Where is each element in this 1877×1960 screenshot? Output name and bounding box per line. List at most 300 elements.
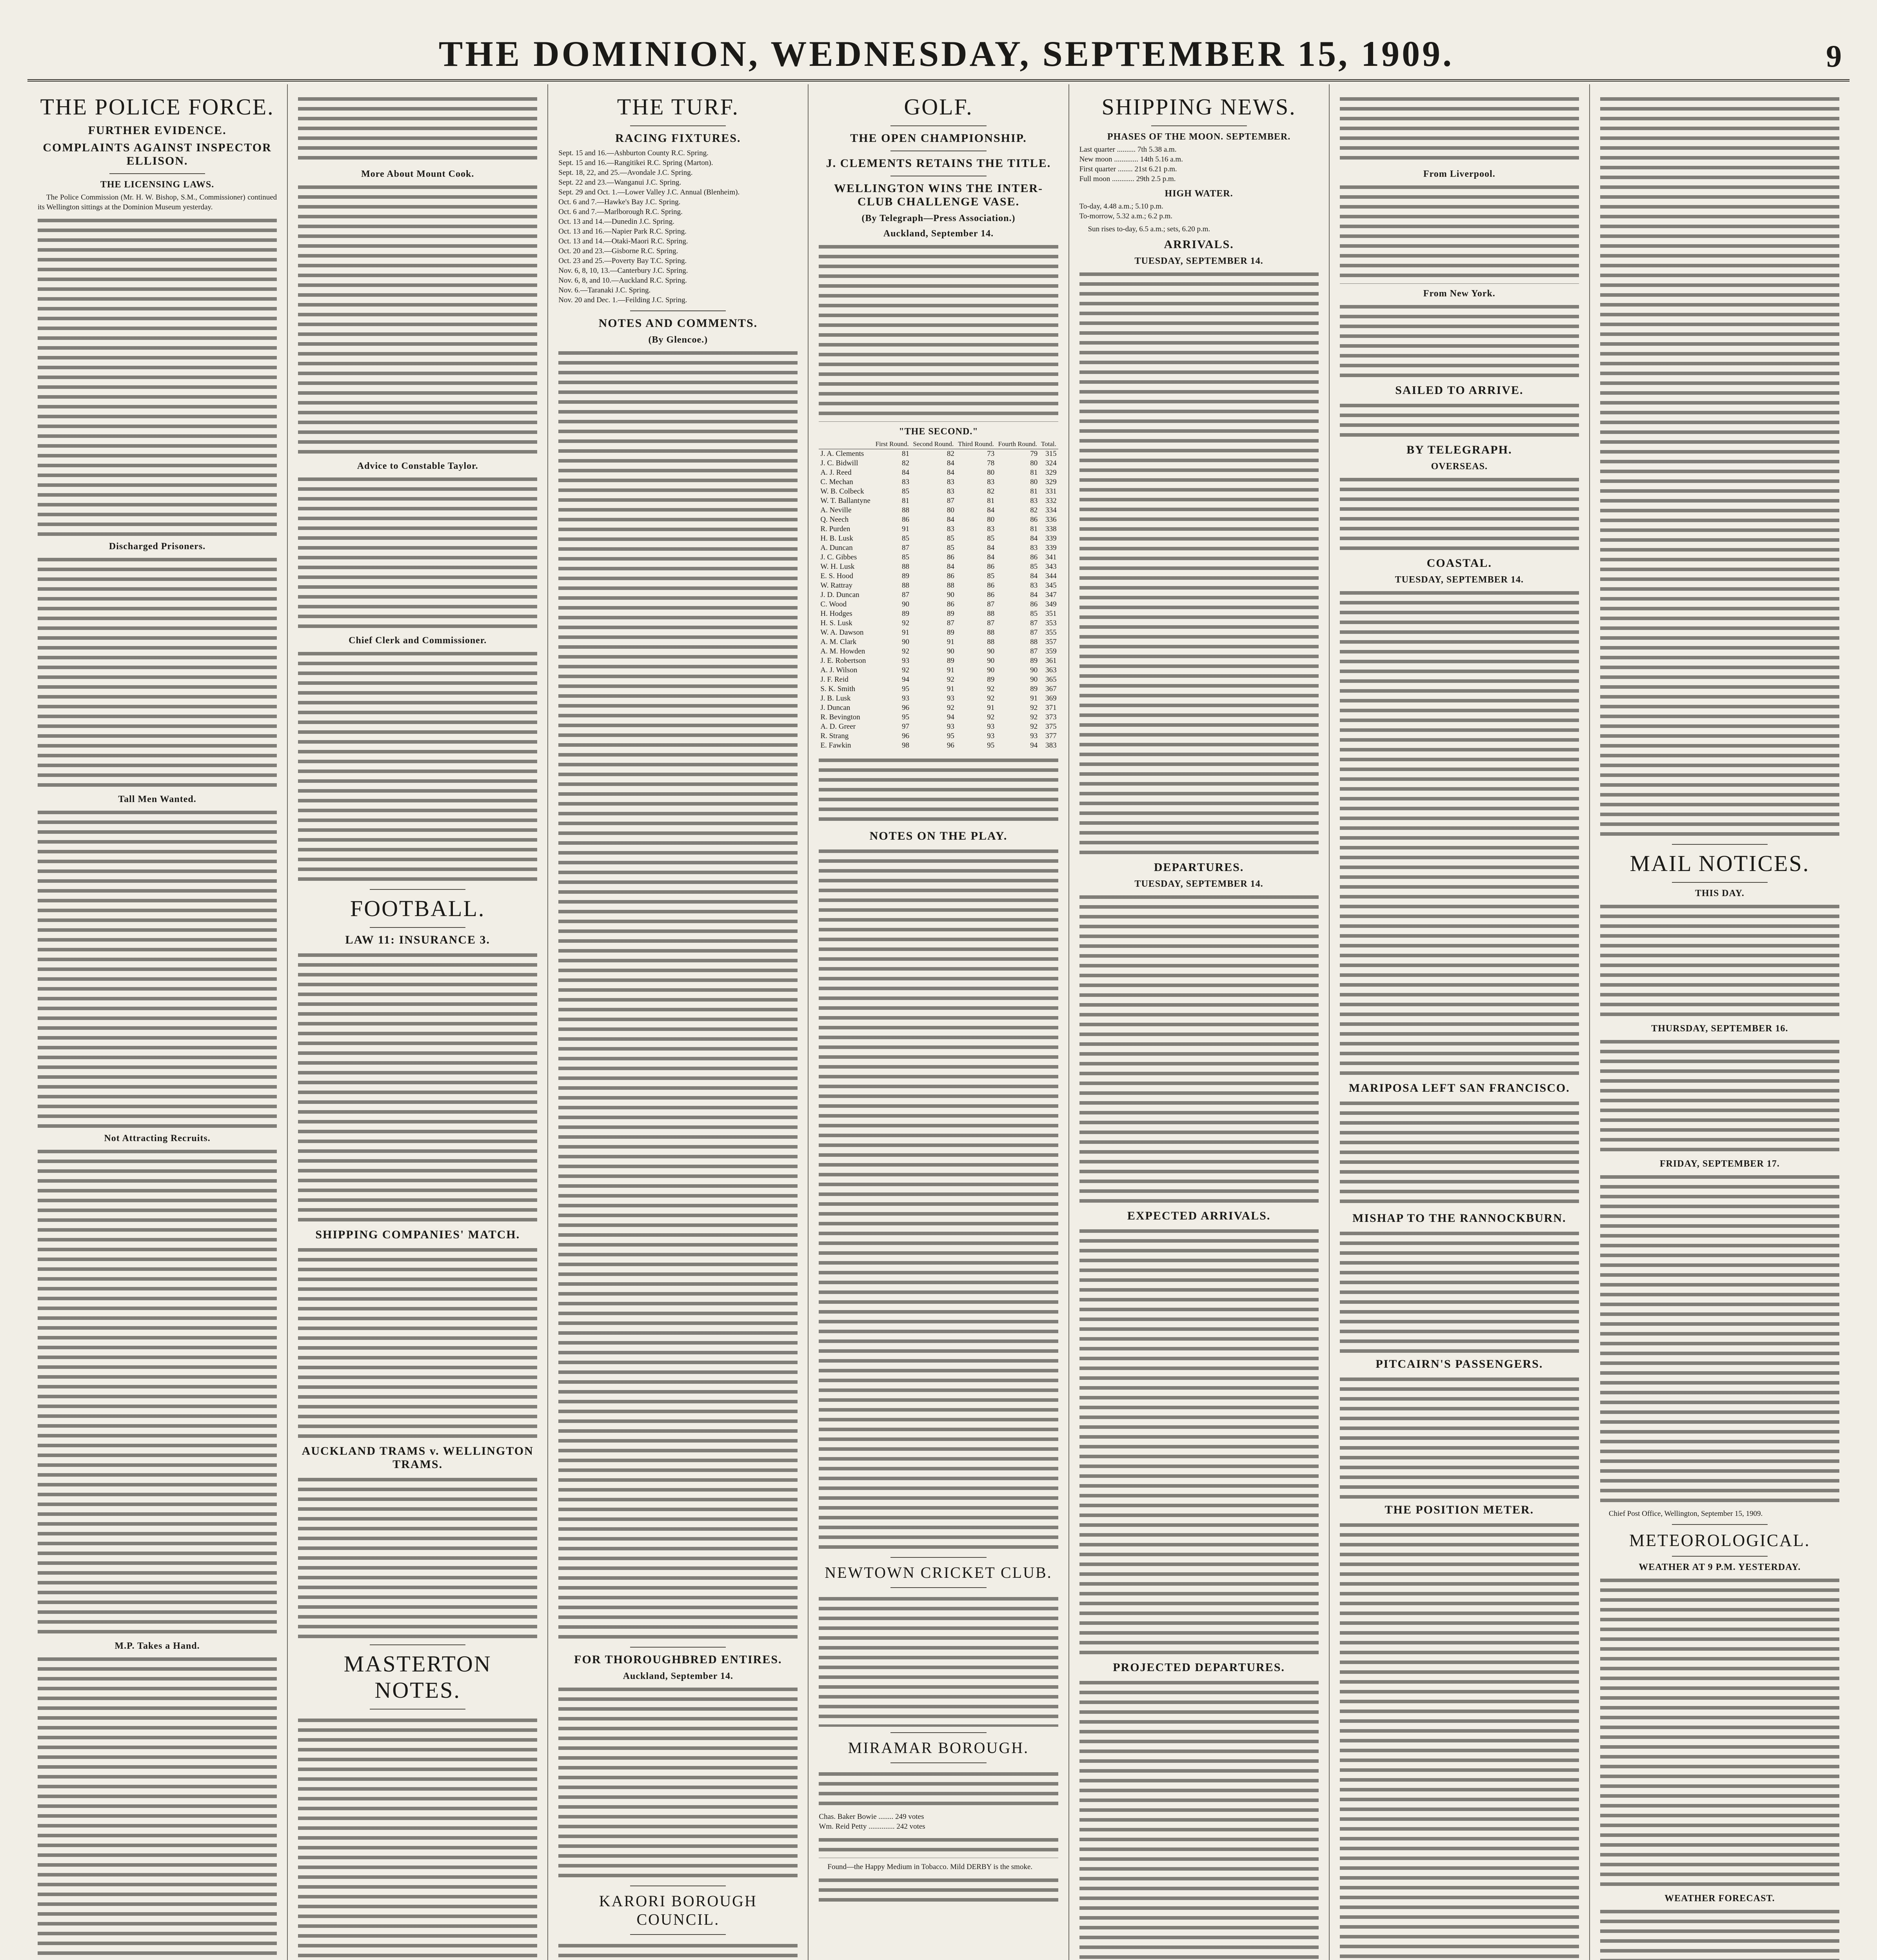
score-cell: 93 <box>901 657 909 665</box>
player-name-cell: S. K. Smith <box>820 685 856 693</box>
player-name-cell: J. C. Gibbes <box>820 553 857 561</box>
player-name-cell: J. C. Bidwill <box>820 459 858 467</box>
score-cell: 85 <box>901 553 909 561</box>
divider <box>370 1709 465 1710</box>
list-item: Nov. 20 and Dec. 1.—Feilding J.C. Spring. <box>558 296 687 304</box>
met-forecast: WEATHER FORECAST. <box>1664 1893 1775 1904</box>
score-cell: 94 <box>1030 741 1038 750</box>
list-item: Chas. Baker Bowie ........ 249 votes <box>819 1813 924 1821</box>
table-header <box>819 439 873 449</box>
article-text-block <box>38 554 277 789</box>
score-cell: 84 <box>987 506 995 514</box>
table-row <box>819 496 1058 506</box>
table-row <box>819 637 1058 647</box>
list-item: Sept. 18, 22, and 25.—Avondale J.C. Spring. <box>558 169 693 177</box>
shipping-coastal: COASTAL. <box>1426 557 1492 570</box>
score-cell: 88 <box>901 581 909 590</box>
player-name-cell: W. A. Dawson <box>820 628 864 637</box>
score-cell: 89 <box>947 610 954 618</box>
list-item: New moon ............. 14th 5.16 a.m. <box>1079 155 1183 163</box>
list-item: To-morrow, 5.32 a.m.; 6.2 p.m. <box>1079 212 1173 220</box>
player-name-cell: A. J. Wilson <box>820 666 858 674</box>
score-cell: 85 <box>1030 563 1038 571</box>
list-item: Wm. Reid Petty .............. 242 votes <box>819 1822 925 1831</box>
shipping-position-meter: THE POSITION METER. <box>1385 1503 1534 1516</box>
article-text-block <box>819 846 1058 1552</box>
list-item: Oct. 6 and 7.—Hawke's Bay J.C. Spring. <box>558 198 681 206</box>
score-cell: 86 <box>947 553 954 561</box>
divider <box>1672 882 1768 883</box>
score-cell: 90 <box>901 638 909 646</box>
columns <box>27 84 1850 1960</box>
score-cell: 82 <box>987 487 995 495</box>
score-cell: 83 <box>1030 544 1038 552</box>
shipping-from-liverpool: From Liverpool. <box>1423 169 1495 179</box>
score-cell: 93 <box>1030 732 1038 740</box>
table-row <box>819 515 1058 524</box>
article-text-block <box>819 755 1058 826</box>
article-text-block <box>1079 269 1319 857</box>
score-cell: 332 <box>1045 497 1057 505</box>
score-cell: 81 <box>901 450 909 458</box>
player-name-cell: A. Duncan <box>820 544 853 552</box>
score-cell: 90 <box>987 666 995 674</box>
football-sub-shipping: SHIPPING COMPANIES' MATCH. <box>315 1228 520 1241</box>
score-cell: 90 <box>901 600 909 608</box>
score-cell: 88 <box>987 610 995 618</box>
score-cell: 92 <box>987 694 995 702</box>
score-cell: 383 <box>1045 741 1057 750</box>
score-cell: 80 <box>947 506 954 514</box>
table-row <box>819 666 1058 675</box>
column-shipping <box>1069 84 1330 1960</box>
score-cell: 90 <box>947 591 954 599</box>
list-item: Sept. 15 and 16.—Rangitikei R.C. Spring (Marton). <box>558 159 713 167</box>
table-header: First Round. <box>873 439 911 449</box>
football-sub-law: LAW 11: INSURANCE 3. <box>345 933 490 946</box>
table-row <box>819 543 1058 553</box>
karori-heading: KARORI BOROUGH COUNCIL. <box>599 1892 757 1928</box>
score-cell: 98 <box>901 741 909 750</box>
column-shipping-continued <box>1330 84 1590 1960</box>
score-cell: 91 <box>987 704 995 712</box>
score-cell: 89 <box>947 657 954 665</box>
score-cell: 85 <box>987 572 995 580</box>
police-minor-prisoners: Discharged Prisoners. <box>109 541 206 552</box>
score-cell: 89 <box>947 628 954 637</box>
divider <box>1672 844 1768 845</box>
score-cell: 84 <box>1030 591 1038 599</box>
list-item: Oct. 6 and 7.—Marlborough R.C. Spring. <box>558 208 683 216</box>
score-cell: 82 <box>947 450 954 458</box>
article-text-block <box>1340 1098 1579 1208</box>
divider <box>109 173 205 174</box>
divider <box>370 927 465 928</box>
score-cell: 81 <box>901 497 909 505</box>
score-cell: 92 <box>947 704 954 712</box>
score-cell: 88 <box>901 563 909 571</box>
divider <box>370 889 465 890</box>
score-cell: 343 <box>1045 563 1057 571</box>
list-item: Nov. 6, 8, 10, 13.—Canterbury J.C. Spring. <box>558 267 688 275</box>
score-cell: 83 <box>947 487 954 495</box>
score-cell: 334 <box>1045 506 1057 514</box>
shipping-arrivals: ARRIVALS. <box>1164 238 1234 251</box>
score-cell: 91 <box>947 666 954 674</box>
shipping-heading: SHIPPING NEWS. <box>1101 94 1296 120</box>
police-subheading-complaints: COMPLAINTS AGAINST INSPECTOR ELLISON. <box>43 141 272 167</box>
divider <box>1672 1556 1768 1557</box>
player-name-cell: C. Wood <box>820 600 847 608</box>
score-cell: 92 <box>1030 704 1038 712</box>
score-cell: 87 <box>901 544 909 552</box>
score-cell: 93 <box>947 694 954 702</box>
score-cell: 84 <box>947 563 954 571</box>
score-cell: 80 <box>987 515 995 524</box>
player-name-cell: Q. Neech <box>820 515 849 524</box>
football-heading: FOOTBALL. <box>350 896 485 921</box>
score-cell: 89 <box>1030 685 1038 693</box>
score-cell: 86 <box>987 563 995 571</box>
score-cell: 338 <box>1045 525 1057 533</box>
column-mail-weather <box>1590 84 1850 1960</box>
score-cell: 95 <box>947 732 954 740</box>
list-item: Nov. 6.—Taranaki J.C. Spring. <box>558 286 651 294</box>
police2-minor-advice: Advice to Constable Taylor. <box>357 461 478 471</box>
article-text-block <box>1340 1520 1579 1960</box>
turf-dateline: Auckland, September 14. <box>623 1671 733 1681</box>
shipping-departures: DEPARTURES. <box>1154 861 1244 874</box>
derby-ad-text: Found—the Happy Medium in Tobacco. Mild DERBY is the smoke. <box>827 1863 1033 1871</box>
table-row <box>819 609 1058 619</box>
player-name-cell: R. Purden <box>820 525 850 533</box>
list-item: Oct. 23 and 25.—Poverty Bay T.C. Spring. <box>558 257 687 265</box>
golf-press: (By Telegraph—Press Association.) <box>861 213 1016 223</box>
player-name-cell: H. B. Lusk <box>820 534 853 543</box>
score-cell: 92 <box>947 675 954 684</box>
list-item: Oct. 20 and 23.—Gisborne R.C. Spring. <box>558 247 678 255</box>
score-cell: 344 <box>1045 572 1057 580</box>
score-cell: 78 <box>987 459 995 467</box>
score-cell: 353 <box>1045 619 1057 627</box>
score-cell: 80 <box>1030 459 1038 467</box>
list-item: Oct. 13 and 14.—Otaki-Maori R.C. Spring. <box>558 237 688 245</box>
list-item: Sept. 15 and 16.—Ashburton County R.C. Spring. <box>558 149 709 157</box>
score-cell: 83 <box>987 525 995 533</box>
table-row <box>819 694 1058 703</box>
table-row <box>819 553 1058 562</box>
shipping-expected: EXPECTED ARRIVALS. <box>1127 1209 1271 1222</box>
shipping-from-new-york: From New York. <box>1423 289 1495 299</box>
score-cell: 89 <box>987 675 995 684</box>
score-cell: 90 <box>1030 675 1038 684</box>
score-cell: 94 <box>901 675 909 684</box>
score-cell: 84 <box>1030 534 1038 543</box>
golf-table-title: "THE SECOND." <box>899 426 978 437</box>
player-name-cell: R. Strang <box>820 732 849 740</box>
score-cell: 84 <box>947 515 954 524</box>
score-cell: 90 <box>987 647 995 655</box>
score-cell: 86 <box>1030 515 1038 524</box>
police2-minor-chief-clerk: Chief Clerk and Commissioner. <box>349 635 487 646</box>
score-cell: 324 <box>1045 459 1057 467</box>
shipping-departures-date: TUESDAY, SEPTEMBER 14. <box>1134 879 1263 889</box>
score-cell: 93 <box>947 722 954 731</box>
score-cell: 87 <box>901 591 909 599</box>
police2-minor-mount-cook: More About Mount Cook. <box>361 169 474 179</box>
table-header: Fourth Round. <box>996 439 1039 449</box>
score-cell: 375 <box>1045 722 1057 731</box>
player-name-cell: W. Rattray <box>820 581 853 590</box>
police-minor-recruits: Not Attracting Recruits. <box>104 1133 211 1143</box>
player-name-cell: A. J. Reed <box>820 468 852 477</box>
score-cell: 96 <box>901 732 909 740</box>
score-cell: 87 <box>947 619 954 627</box>
player-name-cell: A. D. Greer <box>820 722 856 731</box>
player-name-cell: A. M. Howden <box>820 647 865 655</box>
high-water-title: HIGH WATER. <box>1165 189 1233 199</box>
miramar-heading: MIRAMAR BOROUGH. <box>848 1739 1029 1757</box>
article-text-block <box>298 1245 537 1441</box>
player-name-cell: J. E. Robertson <box>820 657 866 665</box>
score-cell: 341 <box>1045 553 1057 561</box>
score-cell: 88 <box>1030 638 1038 646</box>
table-row <box>819 656 1058 666</box>
score-cell: 73 <box>987 450 995 458</box>
table-row <box>819 684 1058 694</box>
score-cell: 367 <box>1045 685 1057 693</box>
score-cell: 82 <box>901 459 909 467</box>
shipping-coastal-date: TUESDAY, SEPTEMBER 14. <box>1395 575 1524 585</box>
article-text-block <box>298 1715 537 1960</box>
table-row <box>819 619 1058 628</box>
score-cell: 85 <box>1030 610 1038 618</box>
table-header: Second Round. <box>911 439 956 449</box>
score-cell: 92 <box>1030 713 1038 721</box>
score-cell: 91 <box>1030 694 1038 702</box>
article-text-block <box>298 474 537 631</box>
score-cell: 89 <box>901 572 909 580</box>
player-name-cell: W. T. Ballantyne <box>820 497 870 505</box>
score-cell: 85 <box>901 487 909 495</box>
shipping-mariposa: MARIPOSA LEFT SAN FRANCISCO. <box>1348 1082 1570 1094</box>
table-row <box>819 703 1058 713</box>
column-turf <box>548 84 809 1960</box>
table-row <box>819 449 1058 459</box>
score-cell: 85 <box>947 534 954 543</box>
article-text-block <box>298 648 537 884</box>
table-row <box>819 534 1058 543</box>
score-cell: 84 <box>947 468 954 477</box>
article-text-block <box>38 807 277 1129</box>
article-text-block <box>1600 1172 1839 1505</box>
score-cell: 93 <box>987 722 995 731</box>
table-row <box>819 506 1058 515</box>
score-cell: 89 <box>901 610 909 618</box>
score-cell: 80 <box>1030 478 1038 486</box>
police-paragraph: The Police Commission (Mr. H. W. Bishop, S.M., Commissioner) continued its Wellington sittings at the Dominion Museum yesterday. <box>38 193 277 211</box>
list-item: Full moon ............ 29th 2.5 p.m. <box>1079 175 1176 183</box>
score-cell: 83 <box>987 478 995 486</box>
moon-phases <box>1079 145 1319 184</box>
list-item: First quarter ........ 21st 6.21 p.m. <box>1079 165 1177 173</box>
score-cell: 92 <box>987 685 995 693</box>
mail-friday: FRIDAY, SEPTEMBER 17. <box>1659 1159 1780 1169</box>
score-cell: 88 <box>987 628 995 637</box>
golf-heading: GOLF. <box>904 94 973 120</box>
score-cell: 96 <box>901 704 909 712</box>
divider <box>890 125 986 126</box>
police-minor-mp: M.P. Takes a Hand. <box>114 1641 200 1651</box>
score-cell: 92 <box>1030 722 1038 731</box>
list-item: Oct. 13 and 14.—Dunedin J.C. Spring. <box>558 218 674 226</box>
score-cell: 329 <box>1045 468 1057 477</box>
score-cell: 349 <box>1045 600 1057 608</box>
list-item: Oct. 13 and 16.—Napier Park R.C. Spring. <box>558 227 687 236</box>
article-text-block <box>1079 1226 1319 1657</box>
score-cell: 96 <box>947 741 954 750</box>
election-results <box>819 1812 1058 1831</box>
score-cell: 339 <box>1045 544 1057 552</box>
table-row <box>819 600 1058 609</box>
table-row <box>819 468 1058 477</box>
score-cell: 81 <box>1030 468 1038 477</box>
score-cell: 87 <box>987 600 995 608</box>
divider <box>630 310 726 311</box>
article-text-block <box>819 1769 1058 1808</box>
player-name-cell: W. H. Lusk <box>820 563 855 571</box>
score-cell: 83 <box>1030 581 1038 590</box>
score-cell: 83 <box>901 478 909 486</box>
football-sub-trams: AUCKLAND TRAMS v. WELLINGTON TRAMS. <box>302 1445 534 1471</box>
mail-thursday: THURSDAY, SEPTEMBER 16. <box>1651 1024 1788 1034</box>
score-cell: 90 <box>947 647 954 655</box>
article-text-block <box>1340 400 1579 439</box>
column-police-football <box>288 84 548 1960</box>
score-cell: 329 <box>1045 478 1057 486</box>
turf-sub-entires: FOR THOROUGHBRED ENTIRES. <box>574 1653 782 1666</box>
column-golf <box>809 84 1069 1960</box>
shipping-arrivals-date: TUESDAY, SEPTEMBER 14. <box>1134 256 1263 266</box>
masthead <box>27 24 1850 82</box>
score-cell: 373 <box>1045 713 1057 721</box>
table-row <box>819 477 1058 487</box>
score-cell: 84 <box>901 468 909 477</box>
score-cell: 361 <box>1045 657 1057 665</box>
score-cell: 357 <box>1045 638 1057 646</box>
article-text-block <box>819 1875 1058 1906</box>
table-header-row <box>819 439 1058 449</box>
table-row <box>819 562 1058 572</box>
article-text-block <box>1340 182 1579 284</box>
score-cell: 345 <box>1045 581 1057 590</box>
score-cell: 86 <box>901 515 909 524</box>
page-number: 9 <box>1826 39 1842 74</box>
table-row <box>819 572 1058 581</box>
score-cell: 85 <box>901 534 909 543</box>
score-cell: 86 <box>1030 553 1038 561</box>
score-cell: 347 <box>1045 591 1057 599</box>
score-cell: 86 <box>1030 600 1038 608</box>
score-cell: 87 <box>1030 619 1038 627</box>
shipping-sailed: SAILED TO ARRIVE. <box>1395 384 1524 397</box>
score-cell: 86 <box>987 591 995 599</box>
shipping-projected: PROJECTED DEPARTURES. <box>1113 1661 1285 1674</box>
score-cell: 97 <box>901 722 909 731</box>
divider <box>1672 1524 1768 1525</box>
article-text-block <box>38 1654 277 1960</box>
article-text-block <box>1340 301 1579 380</box>
golf-scores-table <box>819 439 1058 750</box>
player-name-cell: A. Neville <box>820 506 852 514</box>
turf-byline: (By Glencoe.) <box>648 335 708 345</box>
player-name-cell: E. S. Hood <box>820 572 853 580</box>
article-text-block <box>1340 94 1579 164</box>
article-text-block <box>38 1146 277 1636</box>
score-cell: 83 <box>1030 497 1038 505</box>
score-cell: 93 <box>987 732 995 740</box>
article-text-block <box>298 1474 537 1639</box>
divider <box>890 1762 986 1763</box>
article-text-block <box>298 94 537 164</box>
score-cell: 86 <box>947 600 954 608</box>
divider <box>630 1647 726 1648</box>
article-text-block <box>1340 588 1579 1078</box>
met-weather: WEATHER AT 9 P.M. YESTERDAY. <box>1639 1562 1801 1572</box>
article-text-block <box>1340 1374 1579 1499</box>
divider <box>890 1732 986 1733</box>
player-name-cell: J. A. Clements <box>820 450 864 458</box>
turf-heading: THE TURF. <box>617 94 739 120</box>
article-text-block <box>1600 1036 1839 1154</box>
met-heading: METEOROLOGICAL. <box>1629 1531 1810 1550</box>
racing-fixtures-list <box>558 148 798 305</box>
score-cell: 90 <box>987 657 995 665</box>
masterton-heading: MASTERTON NOTES. <box>343 1651 492 1703</box>
score-cell: 89 <box>1030 657 1038 665</box>
divider <box>1151 125 1247 126</box>
score-cell: 85 <box>947 544 954 552</box>
player-name-cell: A. M. Clark <box>820 638 857 646</box>
score-cell: 84 <box>1030 572 1038 580</box>
player-name-cell: J. Duncan <box>820 704 850 712</box>
score-cell: 86 <box>987 581 995 590</box>
score-cell: 91 <box>947 638 954 646</box>
score-cell: 92 <box>987 713 995 721</box>
moon-title: PHASES OF THE MOON. SEPTEMBER. <box>1107 132 1291 142</box>
table-row <box>819 731 1058 741</box>
player-name-cell: J. B. Lusk <box>820 694 851 702</box>
score-cell: 95 <box>987 741 995 750</box>
article-text-block <box>558 348 798 1641</box>
score-cell: 80 <box>987 468 995 477</box>
article-text-block <box>819 1835 1058 1858</box>
divider <box>630 1934 726 1935</box>
score-cell: 339 <box>1045 534 1057 543</box>
score-cell: 92 <box>901 647 909 655</box>
score-cell: 93 <box>901 694 909 702</box>
score-cell: 81 <box>1030 525 1038 533</box>
article-text-block <box>819 241 1058 422</box>
player-name-cell: C. Mechan <box>820 478 853 486</box>
player-name-cell: H. Hodges <box>820 610 852 618</box>
list-item: Sept. 22 and 23.—Wanganui J.C. Spring. <box>558 178 681 187</box>
cricket-heading: NEWTOWN CRICKET CLUB. <box>825 1564 1052 1581</box>
table-row <box>819 675 1058 684</box>
player-name-cell: H. S. Lusk <box>820 619 852 627</box>
player-name-cell: W. B. Colbeck <box>820 487 864 495</box>
article-text-block <box>819 1593 1058 1727</box>
